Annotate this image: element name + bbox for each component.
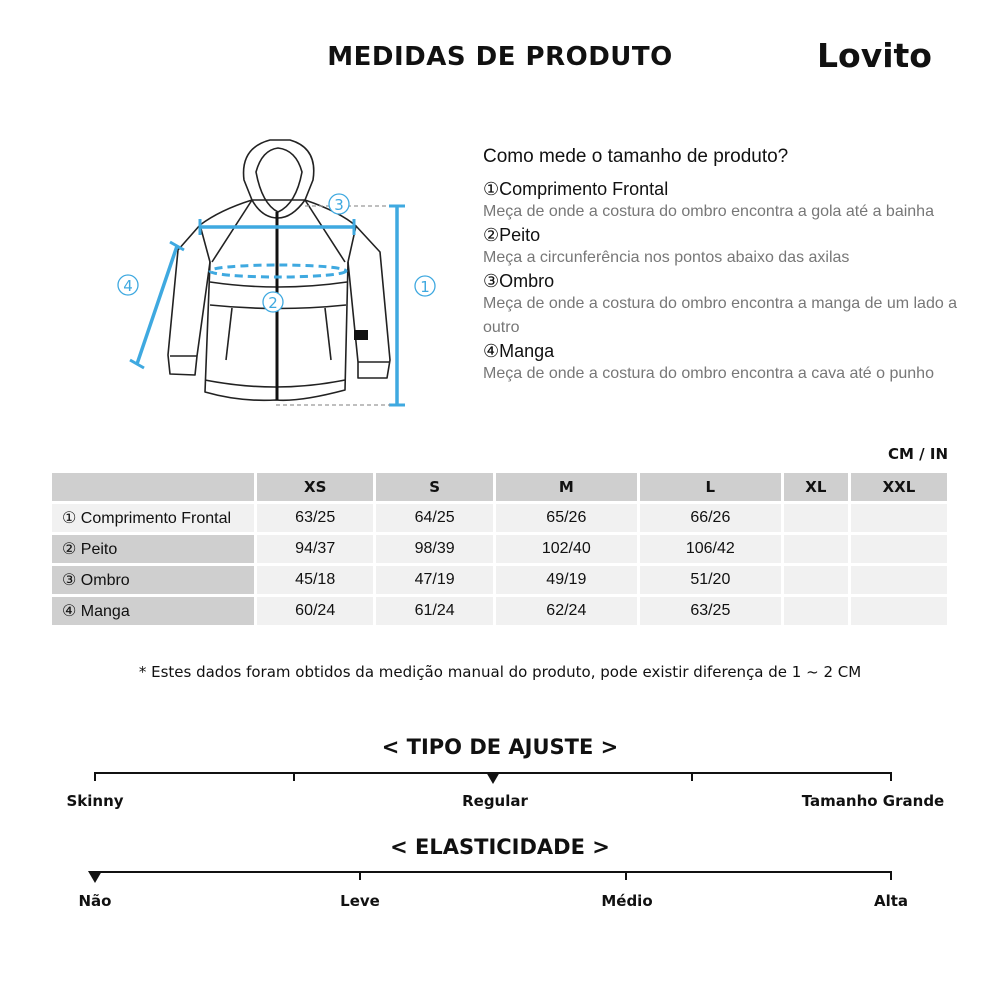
guide-heading-shoulder: ③Ombro (483, 271, 555, 291)
table-cell (851, 535, 947, 563)
table-cell: 51/20 (640, 566, 781, 594)
measurement-guide (483, 146, 963, 386)
table-row (52, 566, 947, 594)
guide-desc-shoulder: Meça de onde a costura do ombro encontra a manga de um lado a outro (483, 295, 958, 336)
table-cell (784, 535, 848, 563)
guide-heading-sleeve: ④Manga (483, 341, 555, 361)
table-cell: 63/25 (640, 597, 781, 625)
size-table (49, 470, 950, 628)
svg-text:1: 1 (420, 278, 430, 296)
table-cell: 106/42 (640, 535, 781, 563)
elasticity-scale-line (95, 871, 892, 873)
jacket-illustration (115, 130, 445, 420)
size-header-s: S (376, 473, 492, 501)
size-header-xl: XL (784, 473, 848, 501)
table-cell: 63/25 (257, 504, 373, 532)
table-cell (851, 504, 947, 532)
elasticity-title: < ELASTICIDADE > (390, 835, 610, 859)
guide-heading-front-length: ①Comprimento Frontal (483, 179, 669, 199)
table-header-row (52, 473, 947, 501)
brand-logo: Lovito (817, 36, 932, 75)
table-cell: 47/19 (376, 566, 492, 594)
fit-tick (94, 772, 96, 781)
elasticity-label-none: Não (78, 892, 112, 910)
page-title: MEDIDAS DE PRODUTO (327, 42, 673, 72)
table-row (52, 535, 947, 563)
table-cell (784, 566, 848, 594)
size-header-l: L (640, 473, 781, 501)
elasticity-tick (890, 871, 892, 880)
table-cell: 98/39 (376, 535, 492, 563)
table-cell (784, 504, 848, 532)
fit-title: < TIPO DE AJUSTE > (381, 735, 619, 759)
size-header-xxl: XXL (851, 473, 947, 501)
guide-question: Como mede o tamanho de produto? (483, 146, 789, 167)
fit-label-skinny: Skinny (66, 792, 124, 810)
row-label: ④ Manga (52, 597, 254, 625)
elasticity-selected-marker (88, 871, 102, 883)
unit-label: CM / IN (888, 445, 948, 463)
svg-text:2: 2 (268, 294, 278, 312)
table-cell: 45/18 (257, 566, 373, 594)
table-cell: 64/25 (376, 504, 492, 532)
fit-tick (293, 772, 295, 781)
size-header-m: M (496, 473, 637, 501)
table-row (52, 504, 947, 532)
row-label: ② Peito (52, 535, 254, 563)
table-cell (784, 597, 848, 625)
table-cell (851, 597, 947, 625)
size-header-xs: XS (257, 473, 373, 501)
table-cell: 60/24 (257, 597, 373, 625)
table-cell: 94/37 (257, 535, 373, 563)
elasticity-label-medium: Médio (601, 892, 653, 910)
table-corner-cell (52, 473, 254, 501)
guide-desc-sleeve: Meça de onde a costura do ombro encontra a cava até o punho (483, 365, 934, 382)
guide-desc-chest: Meça a circunferência nos pontos abaixo das axilas (483, 249, 850, 266)
elasticity-label-high: Alta (873, 892, 909, 910)
table-cell (851, 566, 947, 594)
elasticity-tick (359, 871, 361, 880)
table-cell: 61/24 (376, 597, 492, 625)
fit-tick (691, 772, 693, 781)
elasticity-tick (625, 871, 627, 880)
row-label: ③ Ombro (52, 566, 254, 594)
guide-desc-front-length: Meça de onde a costura do ombro encontra a gola até a bainha (483, 203, 934, 220)
fit-tick (890, 772, 892, 781)
table-cell: 62/24 (496, 597, 637, 625)
table-cell: 65/26 (496, 504, 637, 532)
table-cell: 102/40 (496, 535, 637, 563)
table-cell: 66/26 (640, 504, 781, 532)
elasticity-label-light: Leve (340, 892, 380, 910)
row-label: ① Comprimento Frontal (52, 504, 254, 532)
svg-text:3: 3 (334, 196, 344, 214)
guide-heading-chest: ②Peito (483, 225, 541, 245)
fit-label-large: Tamanho Grande (801, 792, 945, 810)
fit-label-regular: Regular (462, 792, 528, 810)
table-row (52, 597, 947, 625)
fit-selected-marker (486, 772, 500, 784)
svg-text:4: 4 (123, 277, 133, 295)
table-cell: 49/19 (496, 566, 637, 594)
measurement-note: * Estes dados foram obtidos da medição manual do produto, pode existir diferença de 1 ~ 2 CM (138, 663, 862, 681)
